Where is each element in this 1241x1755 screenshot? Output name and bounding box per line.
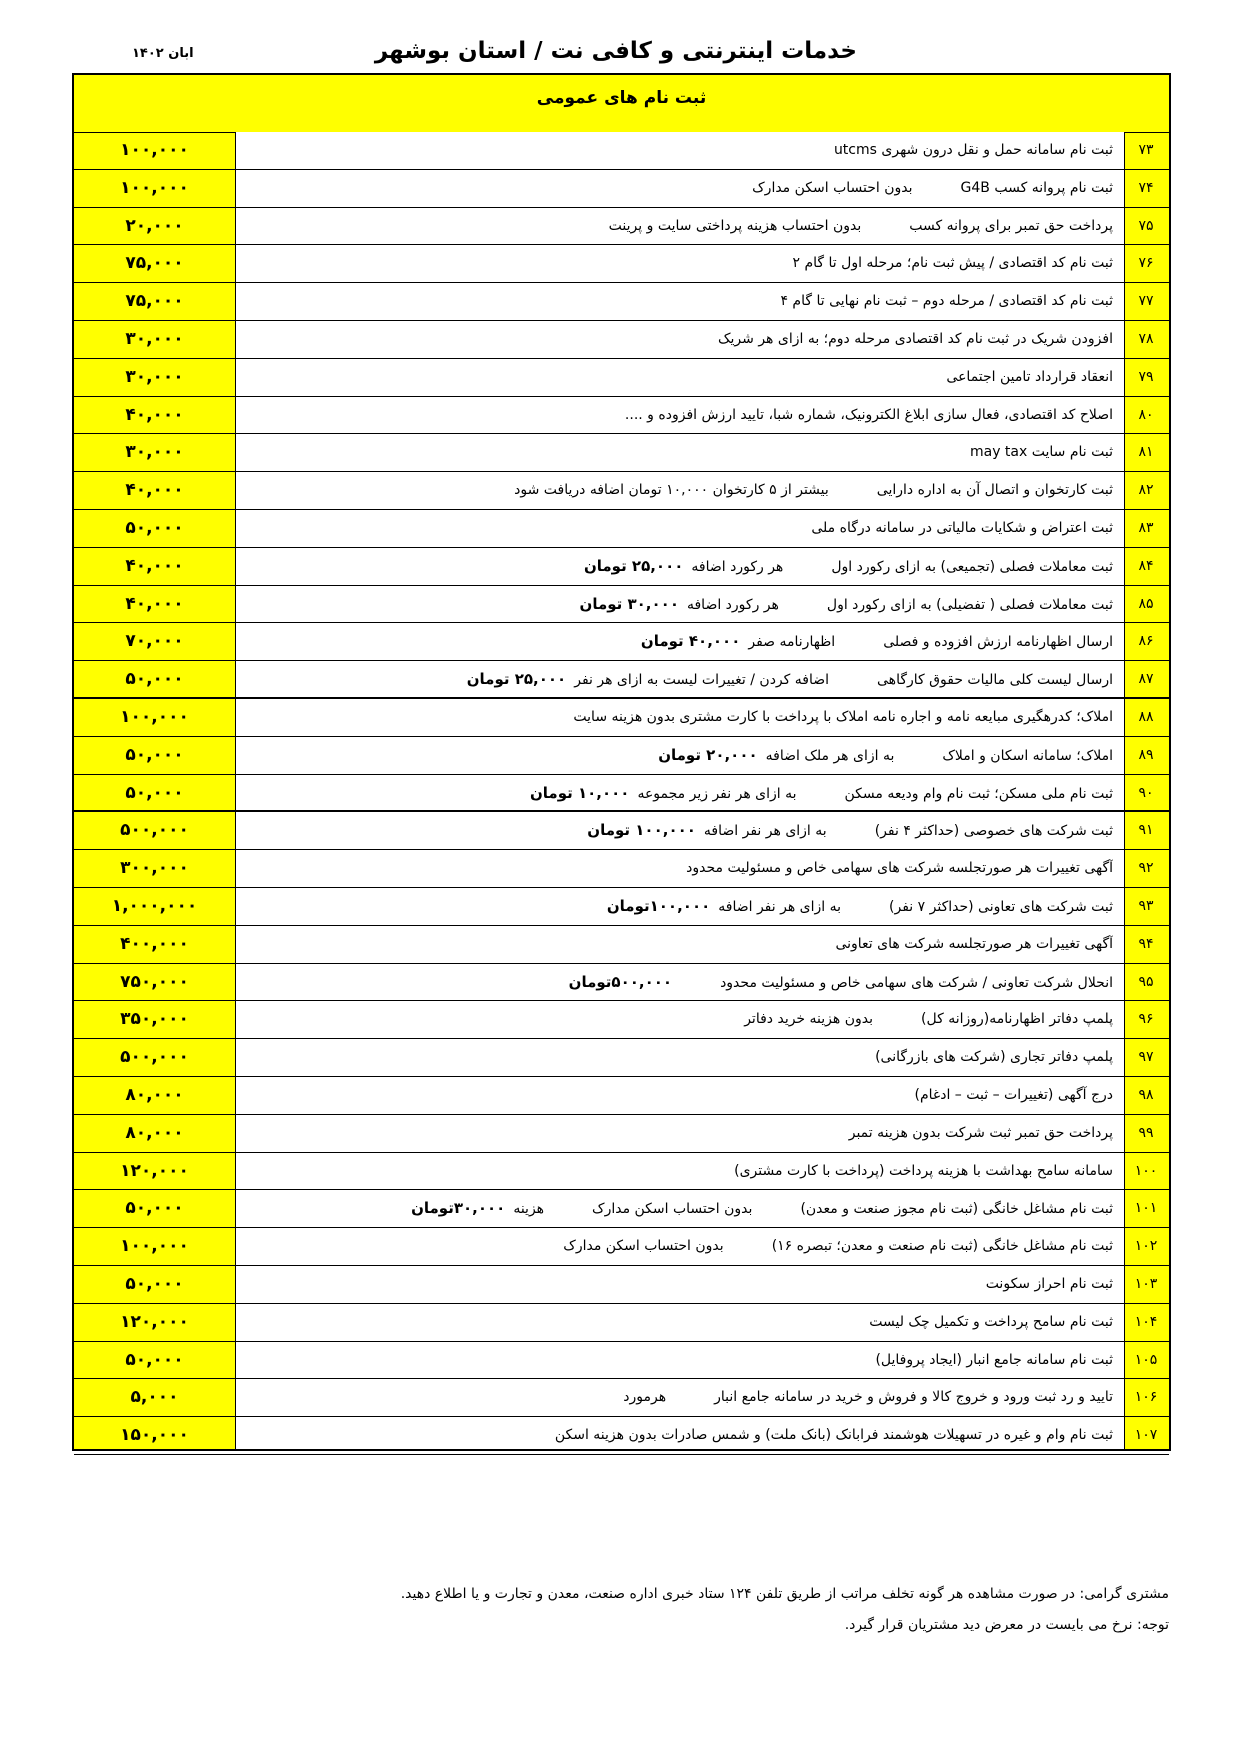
extra-charge — [530, 775, 797, 811]
service-title: ثبت نام کد اقتصادی / پیش ثبت نام؛ مرحله اول تا گام ۲ — [792, 255, 1113, 272]
row-number: ۱۰۳ — [1134, 1276, 1158, 1292]
row-number: ۷۳ — [1138, 142, 1154, 158]
table-row — [74, 1077, 1169, 1115]
service-title: پلمپ دفاتر اظهارنامه(روزانه کل) — [921, 1011, 1113, 1028]
row-number: ۸۹ — [1138, 746, 1154, 763]
row-number: ۱۰۱ — [1134, 1200, 1158, 1217]
price: ۵۰,۰۰۰ — [125, 1274, 184, 1294]
service-description — [244, 283, 1113, 320]
price: ۷۵,۰۰۰ — [125, 253, 184, 274]
service-description — [244, 132, 1113, 169]
row-number: ۸۷ — [1138, 671, 1154, 688]
extra-charge-label: به ازای هر نفر زیر مجموعه — [637, 785, 797, 802]
service-description — [244, 1001, 1113, 1038]
table-row — [74, 208, 1169, 246]
extra-charge-amount: ۳۰,۰۰۰ تومان — [579, 594, 679, 613]
service-description — [244, 812, 1113, 849]
service-note: بدون احتساب اسکن مدارک — [752, 179, 913, 196]
extra-charge-amount: ۱۰,۰۰۰ تومان — [529, 783, 630, 802]
price: ۸۰,۰۰۰ — [125, 1122, 184, 1143]
price: ۵۰۰,۰۰۰ — [120, 1047, 189, 1068]
price: ۱۰۰,۰۰۰ — [120, 707, 189, 727]
service-description — [244, 472, 1113, 509]
row-number: ۱۰۲ — [1134, 1238, 1158, 1255]
price: ۱۰۰,۰۰۰ — [120, 140, 189, 160]
table-row — [74, 926, 1169, 964]
price: ۳۵۰,۰۰۰ — [120, 1009, 189, 1030]
table-row — [74, 245, 1169, 283]
service-description — [244, 737, 1113, 774]
price: ۵۰,۰۰۰ — [125, 518, 184, 538]
price: ۴۰۰,۰۰۰ — [120, 933, 189, 954]
service-description — [244, 775, 1113, 811]
extra-charge-label: به ازای هر نفر اضافه — [718, 899, 842, 915]
service-note: هرمورد — [623, 1389, 667, 1406]
row-number: ۱۰۶ — [1134, 1389, 1158, 1406]
row-number: ۷۴ — [1138, 179, 1154, 196]
service-title: ثبت نام کد اقتصادی / مرحله دوم – ثبت نام نهایی تا گام ۴ — [780, 293, 1113, 310]
extra-charge-amount: ۳۰,۰۰۰تومان — [411, 1199, 506, 1218]
service-title: تایید و رد ثبت ورود و خروج کالا و فروش و خرید در سامانه جامع انبار — [714, 1389, 1113, 1406]
row-number: ۹۹ — [1138, 1124, 1154, 1141]
table-row — [74, 1304, 1169, 1342]
price: ۱۰۰,۰۰۰ — [120, 177, 189, 198]
service-description — [244, 321, 1113, 358]
service-description — [244, 623, 1113, 660]
extra-charge — [607, 888, 841, 925]
service-title: ثبت نام سایت may tax — [969, 444, 1113, 461]
table-row — [74, 170, 1169, 208]
extra-charge — [641, 623, 835, 660]
price: ۵۰,۰۰۰ — [125, 744, 184, 765]
service-description — [244, 888, 1113, 925]
service-title: ثبت نام سامانه جامع انبار (ایجاد پروفایل) — [875, 1351, 1113, 1368]
row-number: ۹۳ — [1138, 898, 1154, 914]
price: ۲۰,۰۰۰ — [125, 215, 184, 236]
table-row — [74, 132, 1169, 170]
price-table — [72, 73, 1171, 1451]
service-description — [244, 170, 1113, 207]
table-row — [74, 661, 1169, 699]
table-row — [74, 1190, 1169, 1228]
row-number: ۹۱ — [1138, 822, 1154, 839]
service-description — [244, 1077, 1113, 1114]
table-row — [74, 321, 1169, 359]
service-description — [244, 548, 1113, 585]
row-number: ۹۲ — [1138, 860, 1154, 877]
table-row — [74, 548, 1169, 586]
row-number: ۸۳ — [1138, 520, 1154, 536]
price: ۴۰,۰۰۰ — [125, 404, 184, 425]
table-row — [74, 964, 1169, 1002]
service-title: ثبت شرکت های تعاونی (حداکثر ۷ نفر) — [889, 899, 1113, 915]
service-title: انعقاد قرارداد تامین اجتماعی — [946, 368, 1113, 385]
table-row — [74, 1115, 1169, 1153]
table-row — [74, 623, 1169, 661]
service-title: پرداخت حق تمبر برای پروانه کسب — [909, 217, 1113, 234]
extra-charge-amount: ۵۰۰,۰۰۰تومان — [568, 972, 673, 991]
table-row — [74, 1266, 1169, 1304]
service-title: ثبت معاملات فصلی ( تفضیلی) به ازای رکورد اول — [826, 596, 1113, 613]
service-title: ارسال اظهارنامه ارزش افزوده و فصلی — [883, 634, 1113, 651]
service-title: ثبت نام سامانه حمل و نقل درون شهری utcms — [833, 142, 1113, 158]
service-description — [244, 1228, 1113, 1265]
extra-charge — [658, 737, 894, 774]
service-title: ثبت نام مشاغل خانگی (ثبت نام صنعت و معدن؛ تبصره ۱۶) — [771, 1238, 1113, 1255]
price: ۷۵۰,۰۰۰ — [120, 971, 189, 992]
service-description — [244, 661, 1113, 697]
extra-charge-label: هر رکورد اضافه — [691, 558, 784, 575]
extra-charge-amount: ۲۵,۰۰۰ تومان — [583, 556, 684, 575]
row-number: ۷۶ — [1138, 255, 1154, 272]
table-row — [74, 1001, 1169, 1039]
extra-charge-label: هر رکورد اضافه — [686, 596, 779, 613]
service-description — [244, 1379, 1113, 1416]
service-description — [244, 1039, 1113, 1076]
page-header — [72, 34, 1172, 68]
extra-charge — [467, 661, 829, 697]
price: ۸۰,۰۰۰ — [125, 1085, 184, 1105]
service-title: ثبت نام ملی مسکن؛ ثبت نام وام ودیعه مسکن — [844, 785, 1113, 802]
table-row — [74, 1153, 1169, 1191]
price: ۷۵,۰۰۰ — [125, 291, 184, 312]
table-row — [74, 888, 1169, 926]
price: ۷۰,۰۰۰ — [125, 631, 184, 652]
service-description — [244, 1304, 1113, 1341]
service-title: افزودن شریک در ثبت نام کد اقتصادی مرحله دوم؛ به ازای هر شریک — [717, 331, 1113, 347]
service-title: درج آگهی (تغییرات – ثبت – ادغام) — [914, 1087, 1113, 1103]
row-number: ۹۵ — [1138, 973, 1154, 990]
extra-charge-label: به ازای هر ملک اضافه — [765, 747, 895, 764]
service-title: ثبت شرکت های خصوصی (حداکثر ۴ نفر) — [874, 823, 1113, 840]
table-row — [74, 1379, 1169, 1417]
table-row — [74, 359, 1169, 397]
service-description — [244, 1342, 1113, 1379]
service-description — [244, 586, 1113, 623]
service-title: ثبت نام پروانه کسب G4B — [960, 179, 1113, 196]
row-number: ۷۹ — [1138, 368, 1154, 385]
row-number: ۱۰۷ — [1134, 1427, 1158, 1444]
date-label: ابان ۱۴۰۲ — [132, 46, 194, 61]
service-title: ارسال لیست کلی مالیات حقوق کارگاهی — [877, 672, 1113, 689]
service-description — [244, 208, 1113, 245]
service-description — [244, 1153, 1113, 1190]
table-row — [74, 586, 1169, 624]
row-number: ۸۵ — [1138, 595, 1154, 612]
service-note: بدون احتساب اسکن مدارک — [563, 1238, 724, 1255]
page-title: خدمات اینترنتی و کافی نت / استان بوشهر — [374, 38, 857, 64]
price: ۱۲۰,۰۰۰ — [120, 1160, 189, 1181]
extra-charge-amount: ۲۵,۰۰۰ تومان — [466, 670, 567, 689]
row-number: ۸۰ — [1138, 406, 1154, 423]
price: ۵۰,۰۰۰ — [125, 1349, 184, 1370]
service-description — [244, 1190, 1113, 1227]
row-number: ۹۶ — [1138, 1011, 1154, 1028]
table-row — [74, 283, 1169, 321]
service-title: املاک؛ کدرهگیری مبایعه نامه و اجاره نامه املاک با پرداخت با کارت مشتری بدون هزینه سایت — [573, 709, 1113, 725]
table-row — [74, 472, 1169, 510]
extra-charge-label: به ازای هر نفر اضافه — [703, 823, 827, 840]
row-number: ۷۸ — [1138, 331, 1154, 347]
price: ۳۰,۰۰۰ — [125, 442, 184, 463]
extra-charge-amount: ۱۰۰,۰۰۰تومان — [606, 897, 711, 915]
extra-charge-label: اظهارنامه صفر — [748, 634, 836, 651]
price: ۴۰,۰۰۰ — [125, 480, 184, 501]
service-description — [244, 434, 1113, 471]
row-number: ۱۰۵ — [1134, 1351, 1158, 1368]
service-title: ثبت نام وام و غیره در تسهیلات هوشمند فرابانک (بانک ملت) و شمس صادرات بدون هزینه اسکن — [554, 1427, 1113, 1444]
table-row — [74, 1228, 1169, 1266]
service-title: پلمپ دفاتر تجاری (شرکت های بازرگانی) — [875, 1049, 1113, 1066]
row-number: ۱۰۰ — [1134, 1162, 1158, 1179]
row-number: ۷۷ — [1138, 293, 1154, 310]
table-row — [74, 1039, 1169, 1077]
service-title: ثبت نام سامح پرداخت و تکمیل چک لیست — [869, 1313, 1113, 1330]
footer-notice: مشتری گرامی: در صورت مشاهده هر گونه تخلف مراتب از طریق تلفن ۱۲۴ ستاد خبری اداره صنعت، معدن و تجارت و یا اطلاع دهید. — [400, 1586, 1169, 1602]
service-title: آگهی تغییرات هر صورتجلسه شرکت های سهامی خاص و مسئولیت محدود — [686, 860, 1113, 877]
table-row — [74, 850, 1169, 888]
section-title: ثبت نام های عمومی — [74, 75, 1169, 133]
extra-charge — [584, 548, 783, 585]
table-row — [74, 812, 1169, 850]
service-description — [244, 699, 1113, 736]
price: ۵۰,۰۰۰ — [125, 1198, 184, 1219]
service-description — [244, 850, 1113, 887]
extra-charge-label: هزینه — [513, 1201, 545, 1218]
row-number: ۸۱ — [1138, 444, 1154, 461]
row-number: ۹۰ — [1138, 784, 1154, 801]
price: ۵۰,۰۰۰ — [125, 782, 184, 803]
row-number: ۹۸ — [1138, 1087, 1154, 1103]
service-note: بدون احتساب هزینه پرداختی سایت و پرینت — [608, 217, 862, 234]
service-title: ثبت نام مشاغل خانگی (ثبت نام مجوز صنعت و معدن) — [800, 1201, 1113, 1218]
service-description — [244, 926, 1113, 963]
price: ۵,۰۰۰ — [130, 1387, 179, 1408]
service-title: سامانه سامح بهداشت با هزینه پرداخت (پرداخت با کارت مشتری) — [734, 1162, 1113, 1179]
service-description — [244, 1266, 1113, 1303]
table-row — [74, 434, 1169, 472]
price: ۵۰,۰۰۰ — [125, 669, 184, 690]
service-note: بدون احتساب اسکن مدارک — [592, 1201, 753, 1218]
service-title: اصلاح کد اقتصادی، فعال سازی ابلاغ الکترونیک، شماره شبا، تایید ارزش افزوده و .... — [624, 406, 1113, 423]
service-title: انحلال شرکت تعاونی / شرکت های سهامی خاص و مسئولیت محدود — [720, 974, 1113, 991]
extra-charge — [580, 586, 779, 623]
price: ۵۰۰,۰۰۰ — [120, 820, 189, 841]
row-number: ۸۶ — [1138, 633, 1154, 650]
service-title: پرداخت حق تمبر ثبت شرکت بدون هزینه تمبر — [848, 1124, 1113, 1141]
row-number: ۱۰۴ — [1134, 1313, 1158, 1330]
service-description — [244, 359, 1113, 396]
service-description — [244, 1417, 1113, 1454]
row-number: ۷۵ — [1138, 217, 1154, 234]
extra-charge-label: اضافه کردن / تغییرات لیست به ازای هر نفر — [574, 672, 830, 689]
table-row — [74, 1417, 1169, 1455]
row-number: ۸۸ — [1138, 709, 1154, 725]
service-note: بدون هزینه خرید دفاتر — [744, 1011, 874, 1028]
service-description — [244, 510, 1113, 547]
row-number: ۹۴ — [1138, 935, 1154, 952]
service-description — [244, 1115, 1113, 1152]
price: ۳۰,۰۰۰ — [125, 329, 184, 349]
footer-note: توجه: نرخ می بایست در معرض دید مشتریان قرار گیرد. — [844, 1617, 1169, 1633]
table-row — [74, 699, 1169, 737]
extra-charge — [587, 812, 826, 849]
price: ۳۰,۰۰۰ — [125, 366, 184, 387]
extra-charge — [411, 1190, 544, 1227]
table-row — [74, 775, 1169, 813]
price: ۳۰۰,۰۰۰ — [120, 858, 189, 879]
service-title: املاک؛ سامانه اسکان و املاک — [942, 747, 1113, 764]
price: ۱۵۰,۰۰۰ — [120, 1425, 189, 1446]
table-row — [74, 737, 1169, 775]
service-description — [244, 397, 1113, 434]
service-title: آگهی تغییرات هر صورتجلسه شرکت های تعاونی — [835, 935, 1113, 952]
price: ۱,۰۰۰,۰۰۰ — [111, 896, 198, 916]
row-number: ۹۷ — [1138, 1049, 1154, 1066]
extra-charge-amount: ۱۰۰,۰۰۰ تومان — [587, 821, 696, 840]
price: ۴۰,۰۰۰ — [125, 593, 184, 614]
extra-charge-amount: ۲۰,۰۰۰ تومان — [658, 745, 758, 764]
table-row — [74, 1342, 1169, 1380]
row-number: ۸۴ — [1138, 557, 1154, 574]
service-note: بیشتر از ۵ کارتخوان ۱۰,۰۰۰ تومان اضافه دریافت شود — [514, 482, 829, 499]
service-title: ثبت اعتراض و شکایات مالیاتی در سامانه درگاه ملی — [811, 520, 1113, 536]
service-title: ثبت کارتخوان و اتصال آن به اداره دارایی — [876, 482, 1113, 499]
price: ۴۰,۰۰۰ — [125, 555, 184, 576]
price: ۱۰۰,۰۰۰ — [120, 1236, 189, 1257]
service-title: ثبت معاملات فصلی (تجمیعی) به ازای رکورد اول — [831, 558, 1113, 575]
service-description — [244, 964, 1113, 1001]
service-title: ثبت نام احراز سکونت — [985, 1276, 1113, 1292]
extra-charge-amount: ۴۰,۰۰۰ تومان — [640, 632, 741, 651]
extra-charge — [569, 964, 672, 1001]
table-row — [74, 397, 1169, 435]
table-row — [74, 510, 1169, 548]
service-description — [244, 245, 1113, 282]
row-number: ۸۲ — [1138, 482, 1154, 499]
price: ۱۲۰,۰۰۰ — [120, 1311, 189, 1332]
